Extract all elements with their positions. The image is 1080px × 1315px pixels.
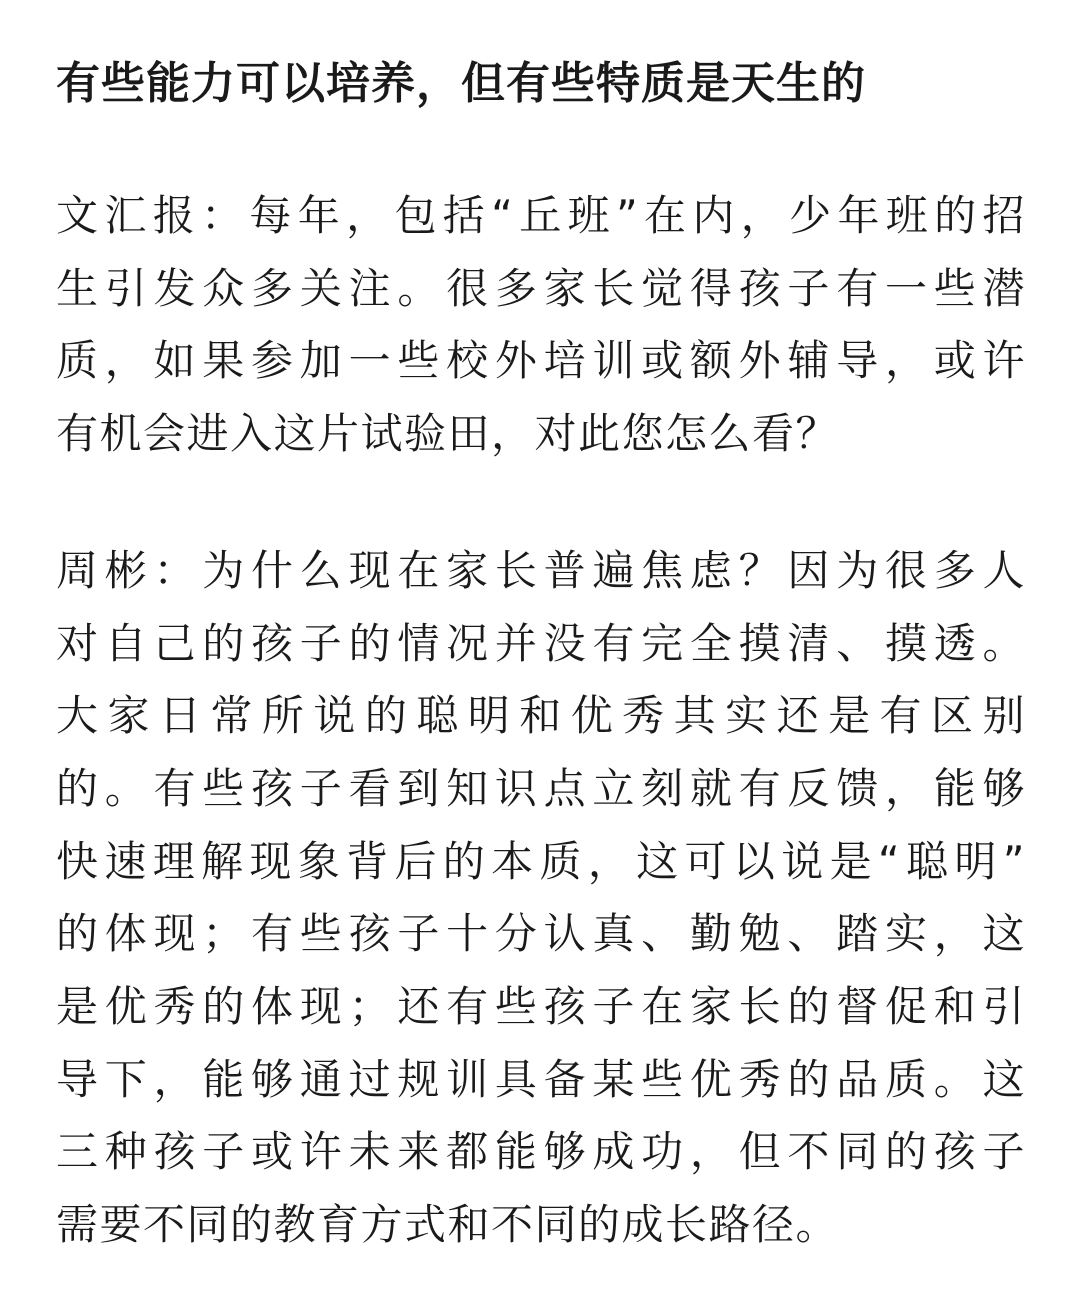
text-line: 文汇报：每年，包括“丘班”在内，少年班的招 xyxy=(56,191,1026,240)
paragraph-answer xyxy=(56,535,1026,1262)
text-line: 的体现；有些孩子十分认真、勤勉、踏实，这 xyxy=(56,909,1026,959)
paragraph-question xyxy=(56,180,1026,471)
text-line: 对自己的孩子的情况并没有完全摸清、摸透。 xyxy=(56,618,1026,668)
text-line: 导下，能够通过规训具备某些优秀的品质。这 xyxy=(56,1054,1026,1104)
text-line: 周彬：为什么现在家长普遍焦虑？因为很多人 xyxy=(56,545,1026,595)
text-line: 三种孩子或许未来都能够成功，但不同的孩子 xyxy=(56,1127,1026,1177)
article xyxy=(56,46,1026,1262)
text-line: 的。有些孩子看到知识点立刻就有反馈，能够 xyxy=(56,763,1026,813)
text-line: 有机会进入这片试验田，对此您怎么看？ xyxy=(56,409,840,459)
text-line: 快速理解现象背后的本质，这可以说是“聪明” xyxy=(56,836,1026,886)
text-line: 生引发众多关注。很多家长觉得孩子有一些潜 xyxy=(56,263,1026,313)
text-line: 大家日常所说的聪明和优秀其实还是有区别 xyxy=(56,691,1026,741)
article-heading: 有些能力可以培养，但有些特质是天生的 xyxy=(56,58,866,109)
text-line: 质，如果参加一些校外培训或额外辅导，或许 xyxy=(56,336,1026,386)
text-line: 需要不同的教育方式和不同的成长路径。 xyxy=(56,1200,840,1250)
text-line: 是优秀的体现；还有些孩子在家长的督促和引 xyxy=(56,982,1026,1032)
